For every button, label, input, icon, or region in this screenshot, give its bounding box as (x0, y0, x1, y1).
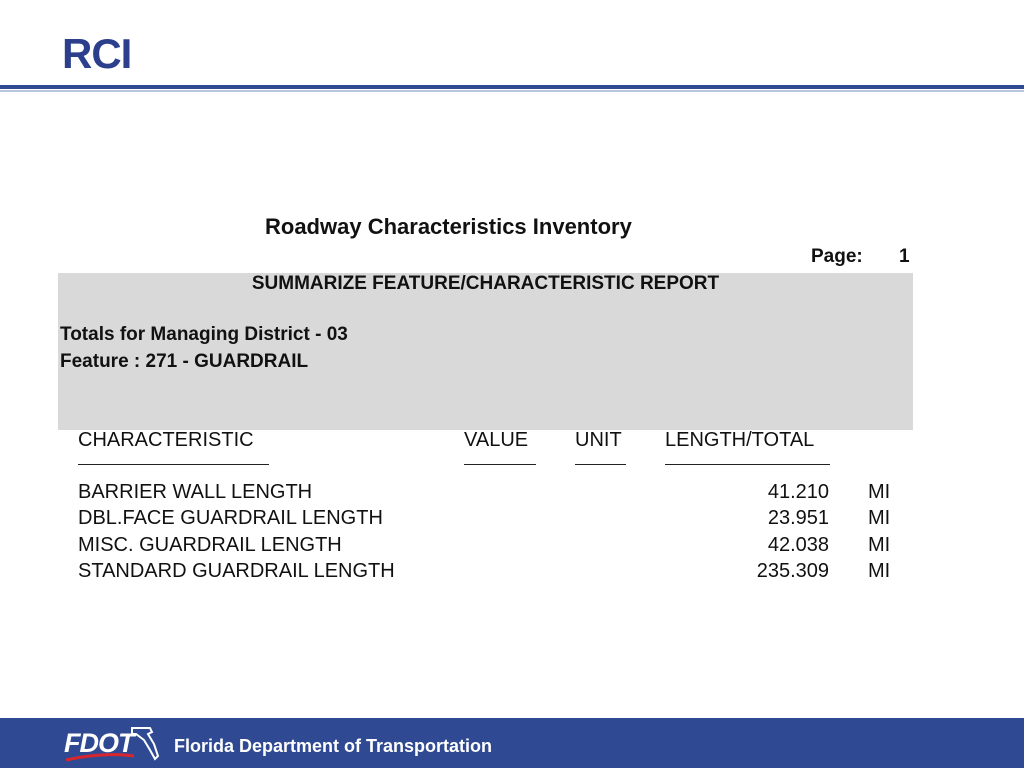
column-underline-characteristic (78, 464, 269, 465)
row-length: 42.038 (767, 534, 829, 556)
row-unit: MI (868, 507, 891, 529)
row-characteristic: BARRIER WALL LENGTH (78, 481, 313, 503)
column-underline-unit (575, 464, 626, 465)
feature-line: Feature : 271 - GUARDRAIL (60, 351, 309, 372)
row-characteristic: STANDARD GUARDRAIL LENGTH (78, 560, 395, 582)
fdot-logo-text: FDOT (64, 728, 134, 758)
column-underline-value (464, 464, 536, 465)
row-length: 41.210 (767, 481, 829, 503)
row-unit: MI (868, 481, 891, 503)
footer-organization: Florida Department of Transportation (174, 736, 493, 756)
column-underline-length-total (665, 464, 830, 465)
column-header-unit: UNIT (575, 429, 622, 451)
column-header-value: VALUE (464, 429, 529, 451)
report-header-band (58, 273, 913, 430)
page-number: 1 (899, 246, 910, 267)
summary-heading: SUMMARIZE FEATURE/CHARACTERISTIC REPORT (251, 273, 720, 294)
page-label: Page: (811, 246, 863, 267)
column-header-length-total: LENGTH/TOTAL (665, 429, 815, 451)
slide-title: RCI (62, 30, 132, 77)
district-totals-line: Totals for Managing District - 03 (60, 324, 348, 345)
row-length: 235.309 (756, 560, 829, 582)
fdot-logo (62, 722, 162, 764)
report-title: Roadway Characteristics Inventory (265, 214, 632, 239)
footer-bar (0, 718, 1024, 768)
row-unit: MI (868, 534, 891, 556)
row-characteristic: DBL.FACE GUARDRAIL LENGTH (78, 507, 383, 529)
row-unit: MI (868, 560, 891, 582)
row-length: 23.951 (767, 507, 829, 529)
florida-outline-icon (62, 722, 162, 764)
row-characteristic: MISC. GUARDRAIL LENGTH (78, 534, 342, 556)
column-header-characteristic: CHARACTERISTIC (78, 429, 254, 451)
